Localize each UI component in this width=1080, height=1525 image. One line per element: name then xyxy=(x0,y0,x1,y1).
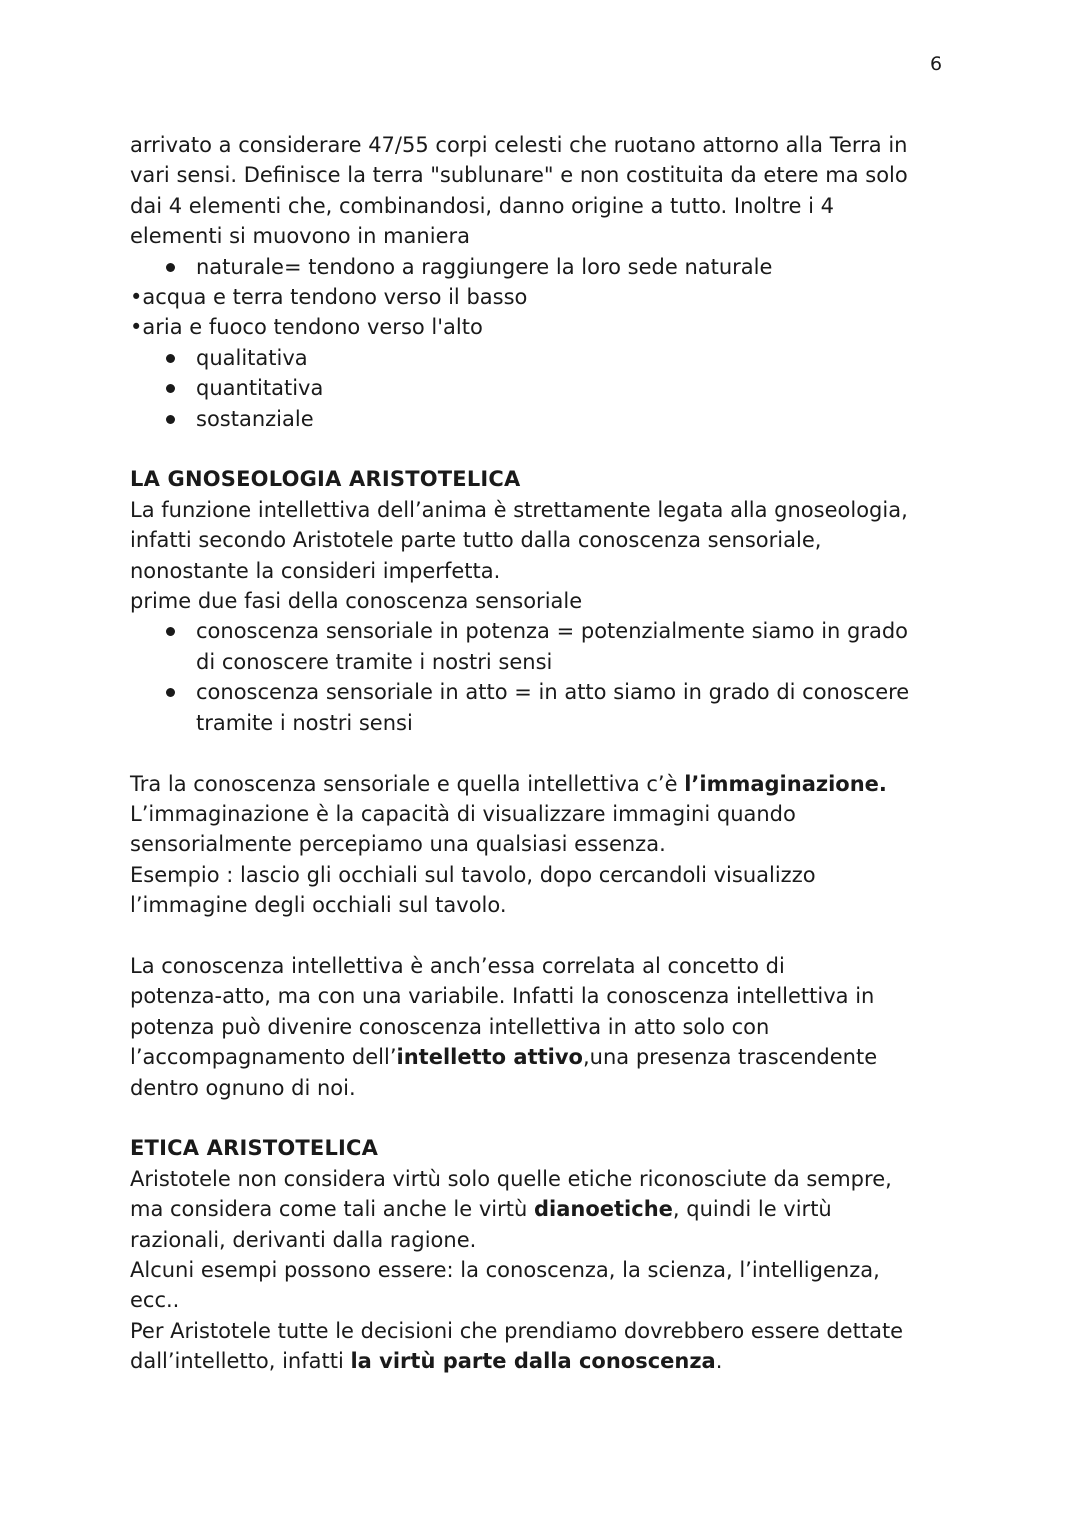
paragraph-line: Alcuni esempi possono essere: la conoscenza, la scienza, l’intelligenza, xyxy=(130,1257,880,1282)
paragraph-line: La funzione intellettiva dell’anima è strettamente legata alla gnoseologia, xyxy=(130,497,908,522)
paragraph-line: L’immaginazione è la capacità di visualizzare immagini quando xyxy=(130,801,796,826)
bold-term: la virtù parte dalla conoscenza xyxy=(350,1349,716,1374)
list-item-text: conoscenza sensoriale in potenza = potenzialmente siamo in grado xyxy=(196,619,909,644)
paragraph-line: La conoscenza intellettiva è anch’essa correlata al concetto di xyxy=(130,953,785,978)
paragraph-line: nonostante la consideri imperfetta. xyxy=(130,558,501,583)
text-run: dall’intelletto, infatti xyxy=(130,1349,351,1374)
section-heading: ETICA ARISTOTELICA xyxy=(130,1136,379,1161)
etica-section xyxy=(130,1133,960,1376)
list-item xyxy=(130,343,960,373)
paragraph-line xyxy=(130,1346,960,1376)
bullet-icon xyxy=(166,384,175,393)
text-run: . xyxy=(715,1349,723,1374)
list-item-text: tramite i nostri sensi xyxy=(196,710,413,735)
paragraph-line xyxy=(130,769,960,799)
gnoseologia-section xyxy=(130,464,960,1103)
paragraph-line: infatti secondo Aristotele parte tutto dalla conoscenza sensoriale, xyxy=(130,528,822,553)
list-item xyxy=(130,677,960,738)
paragraph-line: potenza può divenire conoscenza intellettiva in atto solo con xyxy=(130,1014,770,1039)
intro-section xyxy=(130,130,960,434)
list-item-text: di conoscere tramite i nostri sensi xyxy=(196,649,553,674)
bullet-icon xyxy=(166,263,175,272)
paragraph-line: potenza-atto, ma con una variabile. Infatti la conoscenza intellettiva in xyxy=(130,984,875,1009)
list-item-text: conoscenza sensoriale in atto = in atto siamo in grado di conoscere xyxy=(196,680,910,705)
section-heading: LA GNOSEOLOGIA ARISTOTELICA xyxy=(130,467,521,492)
paragraph-line: arrivato a considerare 47/55 corpi celesti che ruotano attorno alla Terra in xyxy=(130,133,908,157)
paragraph-line: Esempio : lascio gli occhiali sul tavolo, dopo cercandoli visualizzo xyxy=(130,862,816,887)
page-number: 6 xyxy=(930,53,943,75)
paragraph-line: elementi si muovono in maniera xyxy=(130,224,470,249)
text-run: , quindi le virtù xyxy=(672,1197,832,1222)
list-item xyxy=(130,373,960,403)
bullet-icon xyxy=(166,688,175,697)
document-body xyxy=(130,130,960,1377)
sub-list-item: •aria e fuoco tendono verso l'alto xyxy=(130,315,483,340)
paragraph-line: sensorialmente percepiamo una qualsiasi essenza. xyxy=(130,832,666,857)
paragraph-line: Aristotele non considera virtù solo quelle etiche riconosciute da sempre, xyxy=(130,1166,892,1191)
list-item xyxy=(130,252,960,282)
paragraph-line: Per Aristotele tutte le decisioni che prendiamo dovrebbero essere dettate xyxy=(130,1318,904,1343)
paragraph-line xyxy=(130,1042,960,1072)
bullet-icon xyxy=(166,627,175,636)
bold-term: dianoetiche xyxy=(533,1197,673,1222)
list-item-text: quantitativa xyxy=(196,376,324,401)
paragraph-line: vari sensi. Definisce la terra "sublunare" e non costituita da etere ma solo xyxy=(130,163,908,188)
text-run: Tra la conoscenza sensoriale e quella intellettiva c’è xyxy=(130,771,685,796)
list-item-text: naturale= tendono a raggiungere la loro sede naturale xyxy=(196,254,773,279)
text-run: ,una presenza trascendente xyxy=(582,1045,878,1070)
text-run: l’accompagnamento dell’ xyxy=(130,1045,397,1070)
list-item xyxy=(130,616,960,677)
sub-list-item: •acqua e terra tendono verso il basso xyxy=(130,285,528,310)
paragraph-line: dentro ognuno di noi. xyxy=(130,1075,356,1100)
paragraph-line: ecc.. xyxy=(130,1288,180,1313)
bullet-icon xyxy=(166,354,175,363)
paragraph-line: prime due fasi della conoscenza sensoriale xyxy=(130,589,583,614)
paragraph-line: l’immagine degli occhiali sul tavolo. xyxy=(130,893,507,918)
bullet-icon xyxy=(166,415,175,424)
paragraph-line: dai 4 elementi che, combinandosi, danno origine a tutto. Inoltre i 4 xyxy=(130,193,834,218)
text-run: ma considera come tali anche le virtù xyxy=(130,1197,534,1222)
paragraph-line: razionali, derivanti dalla ragione. xyxy=(130,1227,477,1252)
list-item-text: sostanziale xyxy=(196,406,314,431)
bold-term: intelletto attivo xyxy=(396,1045,583,1070)
paragraph-line xyxy=(130,1194,960,1224)
list-item xyxy=(130,404,960,434)
bold-term: l’immaginazione. xyxy=(684,771,887,796)
list-item-text: qualitativa xyxy=(196,345,308,370)
